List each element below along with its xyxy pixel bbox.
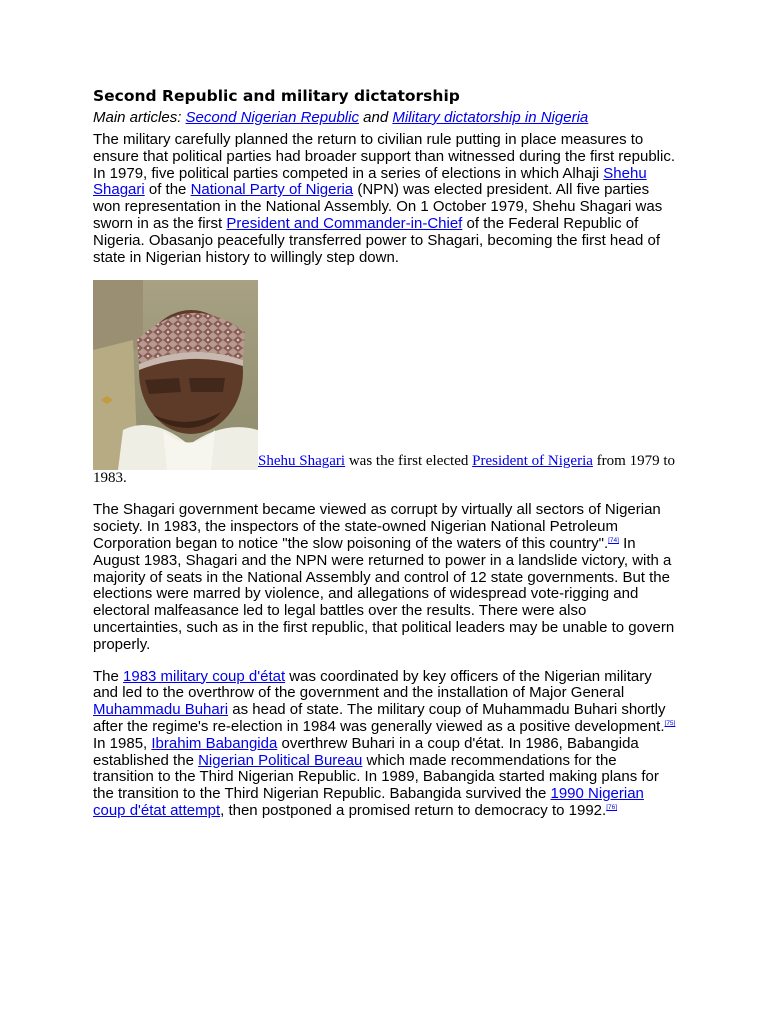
shehu-shagari-photo[interactable] [93,280,258,470]
para3-text-1: The [93,667,124,685]
para3-text-7: , then postponed a promised return to democracy to 1992. [220,801,607,819]
link-muhammadu-buhari[interactable]: Muhammadu Buhari [93,701,229,719]
para3-text-6: which made recommendations for the transition to the Third Nigerian Republic. In 1989, Babangida started making plans for the transition to the Third Nigerian Republic. Babangida survived the [93,751,659,803]
reference-75[interactable]: [75] [664,719,676,727]
link-military-dictatorship[interactable]: Military dictatorship in Nigeria [392,109,589,126]
link-president-commander-in-chief[interactable]: President and Commander-in-Chief [226,214,463,232]
para3-text-2: was coordinated by key officers of the Nigerian military and led to the overthrow of the government and the installation of Major General [93,667,652,702]
shagari-figure [93,280,678,487]
section-heading: Second Republic and military dictatorship [93,87,460,105]
main-articles-prefix: Main articles: [93,109,186,126]
paragraph-elections-1979 [93,132,678,266]
para3-text-4: In 1985, [93,734,152,752]
article-section [93,86,678,820]
caption-link-shehu-shagari[interactable]: Shehu Shagari [258,453,346,470]
paragraph-military-coups [93,669,678,820]
link-1990-coup-attempt[interactable]: 1990 Nigerian coup d'état attempt [93,785,644,819]
main-articles-joiner: and [358,109,393,126]
para3-text-3: as head of state. The military coup of Muhammadu Buhari shortly after the regime's re-election in 1984 was generally viewed as a positive development. [93,701,666,735]
link-ibrahim-babangida[interactable]: Ibrahim Babangida [151,734,278,752]
link-shehu-shagari[interactable]: Shehu Shagari [93,164,647,199]
main-articles-hatnote [93,108,678,128]
para1-text-2: of the [144,181,191,199]
para2-text-1: The Shagari government became viewed as corrupt by virtually all sectors of Nigerian society. In 1983, the inspectors of the state-owned Nigerian National Petroleum Corporation began to notice "the slow poisoning of the waters of this country". [93,501,661,552]
link-second-nigerian-republic[interactable]: Second Nigerian Republic [185,109,359,126]
para1-text-1: The military carefully planned the return to civilian rule putting in place measures to ensure that political parties had broader support than witnessed during the first republic. In 1979, five political parties competed in a series of elections in which Alhaji [93,131,676,182]
link-nigerian-political-bureau[interactable]: Nigerian Political Bureau [198,751,363,769]
caption-text-1: was the first elected [345,453,473,470]
para1-text-4: of the Federal Republic of Nigeria. Obasanjo peacefully transferred power to Shagari, becoming the first head of state in Nigerian history to willingly step down. [93,214,660,266]
link-1983-coup[interactable]: 1983 military coup d'état [123,667,286,685]
para2-text-2: In August 1983, Shagari and the NPN were returned to power in a landslide victory, with a majority of seats in the National Assembly and control of 12 state governments. But the elections were marred by violence, and allegations of widespread vote-rigging and electoral malfeasance led to legal battles over the results. There were also uncertainties, such as in the first republic, that political leaders may be unable to govern properly. [93,534,675,653]
reference-76[interactable]: [76] [606,803,618,811]
link-national-party-of-nigeria[interactable]: National Party of Nigeria [190,181,354,199]
caption-text-2: from 1979 to 1983. [93,453,675,487]
para1-text-3: (NPN) was elected president. All five parties won representation in the National Assembly. On 1 October 1979, Shehu Shagari was sworn in as the first [93,181,663,232]
reference-74[interactable]: [74] [608,536,619,544]
caption-link-president-of-nigeria[interactable]: President of Nigeria [472,453,593,470]
figure-caption [93,280,678,487]
paragraph-shagari-government [93,502,678,653]
para3-text-5: overthrew Buhari in a coup d'état. In 1986, Babangida established the [93,734,639,769]
